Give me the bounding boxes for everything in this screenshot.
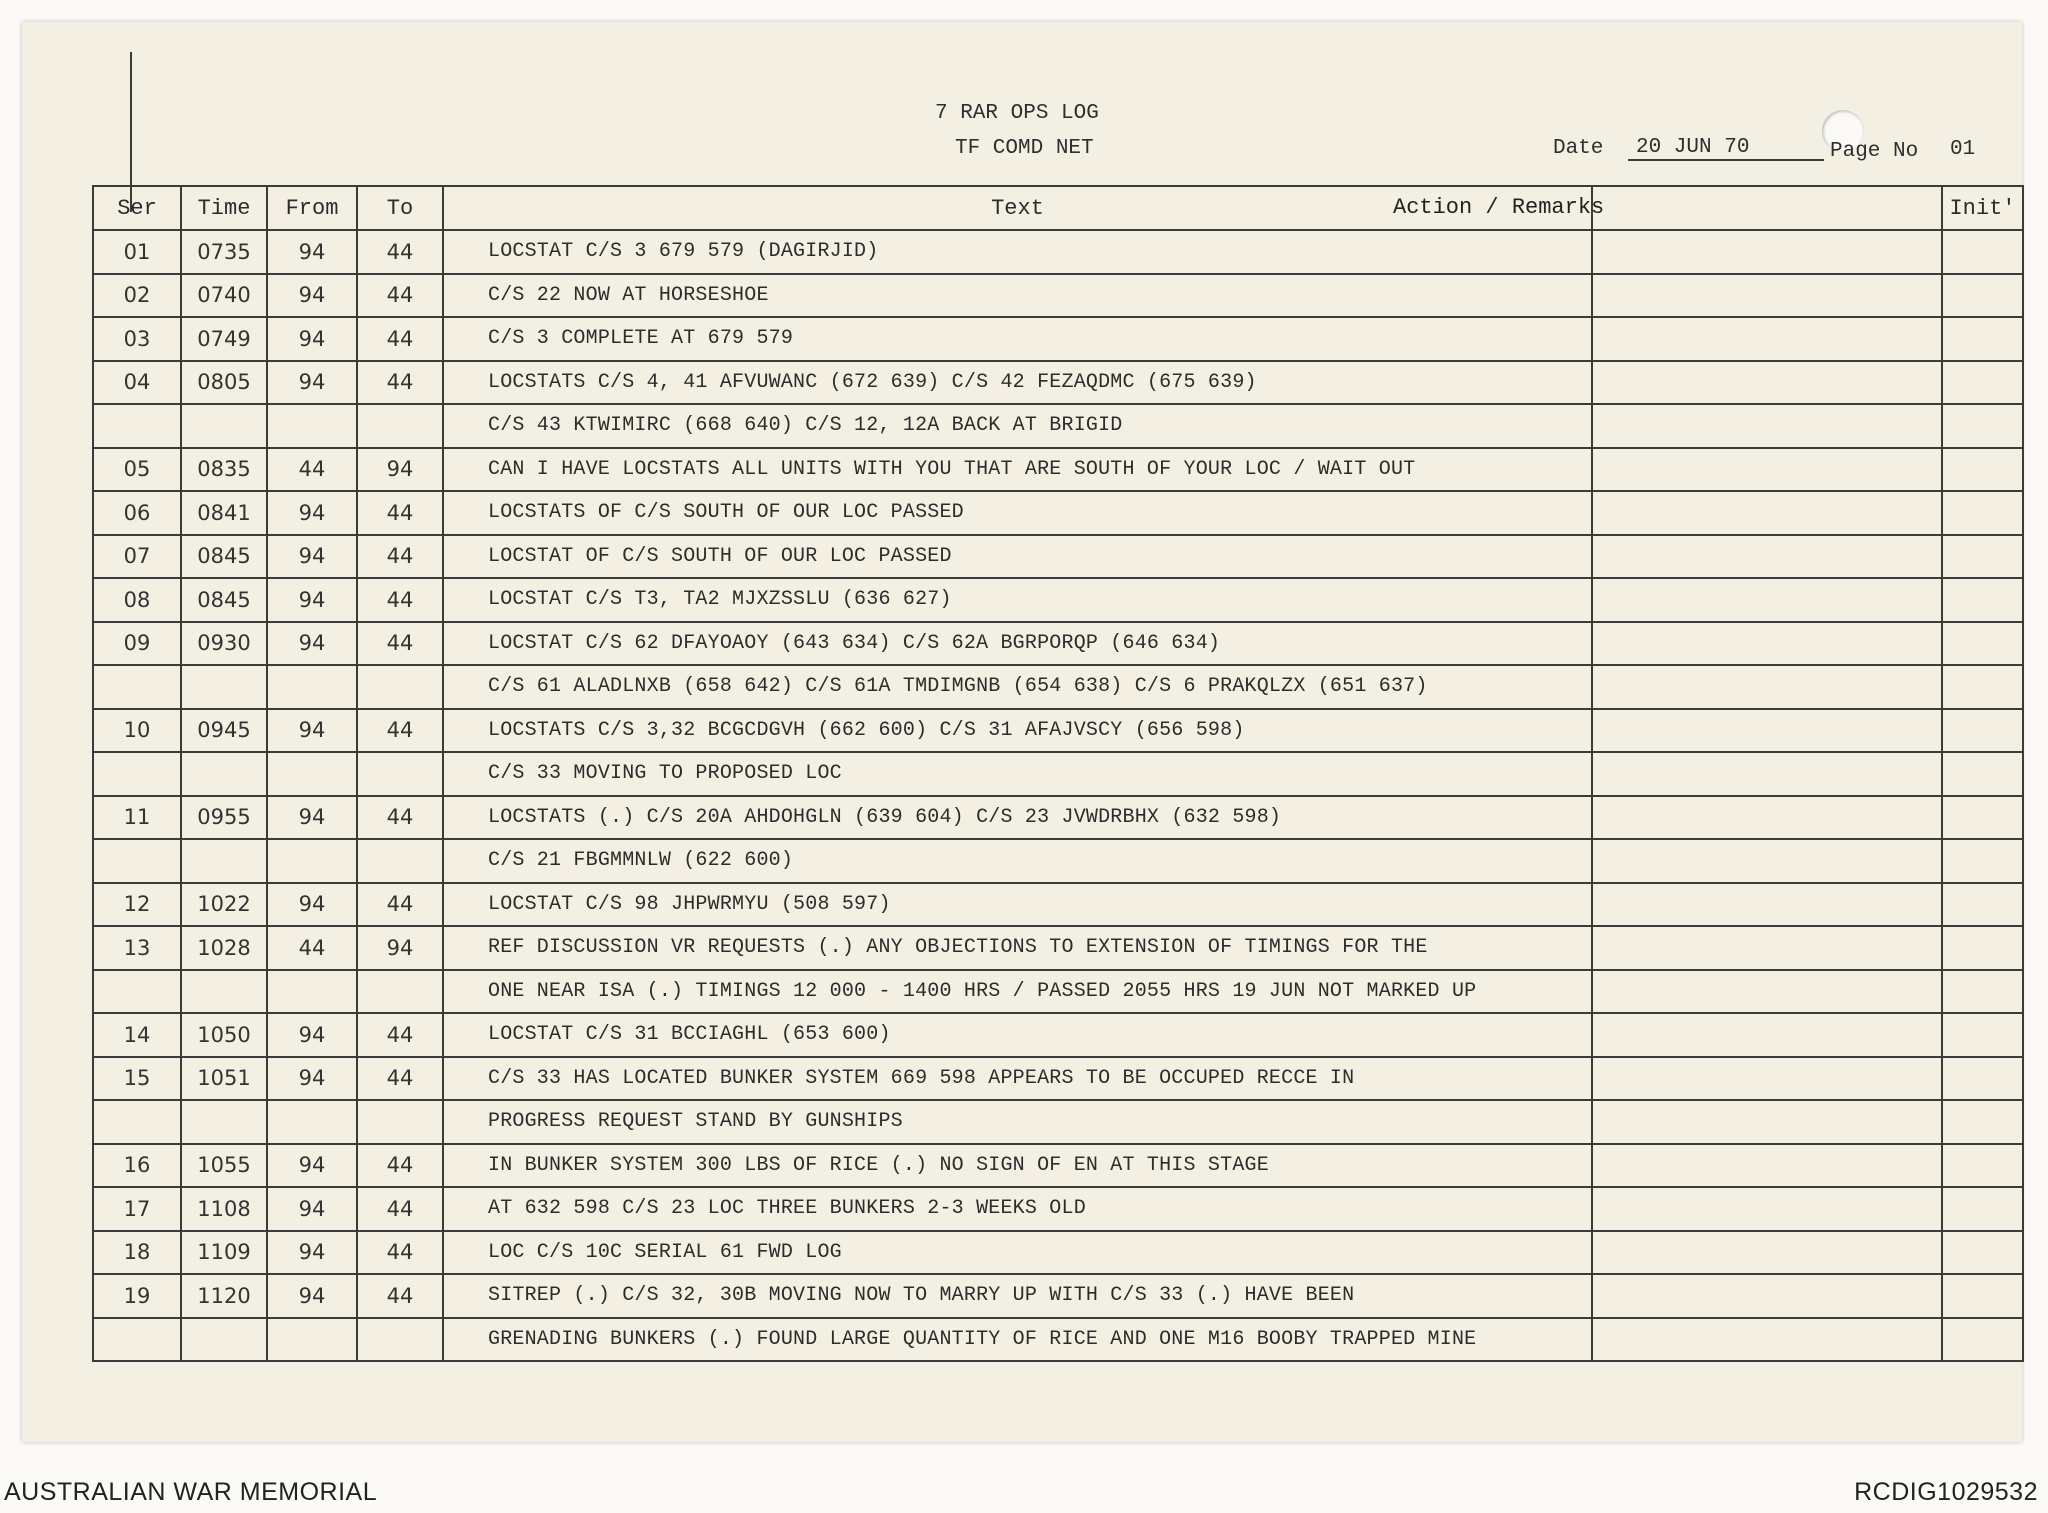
table-row [93,274,2023,318]
cell-init [1942,1013,2023,1057]
cell-time: 1055 [181,1144,267,1188]
date-label: Date [1553,137,1604,160]
table-row [93,1144,2023,1188]
cell-from: 94 [267,1231,357,1275]
cell-init [1942,404,2023,448]
cell-action-remarks [1592,665,1942,709]
cell-action-remarks [1592,404,1942,448]
cell-action-remarks [1592,839,1942,883]
cell-to: 44 [357,709,443,753]
col-header-time: Time [181,186,267,230]
cell-action-remarks [1592,1057,1942,1101]
table-row [93,361,2023,405]
cell-text: LOCSTATS C/S 3,32 BCGCDGVH (662 600) C/S 31 AFAJVSCY (656 598) [443,709,1592,753]
cell-init [1942,1318,2023,1362]
cell-action-remarks [1592,622,1942,666]
cell-to: 44 [357,1231,443,1275]
cell-time: 0749 [181,317,267,361]
cell-action-remarks [1592,361,1942,405]
cell-action-remarks [1592,1144,1942,1188]
cell-text: LOCSTAT C/S 31 BCCIAGHL (653 600) [443,1013,1592,1057]
table-row [93,665,2023,709]
cell-to: 44 [357,1274,443,1318]
cell-to: 94 [357,448,443,492]
cell-to: 44 [357,796,443,840]
table-row [93,1057,2023,1101]
col-header-action-remarks [1592,186,1942,230]
cell-action-remarks [1592,230,1942,274]
cell-ser [93,665,181,709]
cell-ser: 16 [93,1144,181,1188]
cell-from [267,1100,357,1144]
cell-from: 94 [267,274,357,318]
cell-text: PROGRESS REQUEST STAND BY GUNSHIPS [443,1100,1592,1144]
page-number-label: Page No [1830,140,1919,163]
cell-text: C/S 21 FBGMMNLW (622 600) [443,839,1592,883]
cell-ser: 13 [93,926,181,970]
cell-action-remarks [1592,1187,1942,1231]
table-row [93,926,2023,970]
cell-init [1942,230,2023,274]
page-number-value: 01 [1950,138,1976,161]
cell-ser: 03 [93,317,181,361]
col-header-to: To [357,186,443,230]
cell-action-remarks [1592,926,1942,970]
cell-from [267,665,357,709]
cell-text: LOCSTATS C/S 4, 41 AFVUWANC (672 639) C/S 42 FEZAQDMC (675 639) [443,361,1592,405]
cell-to: 44 [357,622,443,666]
cell-from: 94 [267,1057,357,1101]
cell-ser: 11 [93,796,181,840]
cell-init [1942,1100,2023,1144]
cell-action-remarks [1592,709,1942,753]
cell-from: 94 [267,317,357,361]
cell-init [1942,926,2023,970]
cell-from [267,752,357,796]
cell-ser [93,1318,181,1362]
cell-time: 0805 [181,361,267,405]
cell-to: 44 [357,317,443,361]
cell-text: LOCSTATS (.) C/S 20A AHDOHGLN (639 604) C/S 23 JVWDRBHX (632 598) [443,796,1592,840]
cell-text: C/S 33 HAS LOCATED BUNKER SYSTEM 669 598 APPEARS TO BE OCCUPED RECCE IN [443,1057,1592,1101]
cell-text: LOCSTAT C/S 98 JHPWRMYU (508 597) [443,883,1592,927]
cell-time: 0930 [181,622,267,666]
cell-time: 0835 [181,448,267,492]
table-row [93,404,2023,448]
cell-time [181,665,267,709]
cell-ser: 05 [93,448,181,492]
table-row [93,796,2023,840]
cell-time [181,404,267,448]
cell-from [267,970,357,1014]
cell-from [267,404,357,448]
cell-time: 1022 [181,883,267,927]
cell-ser: 17 [93,1187,181,1231]
cell-from: 94 [267,622,357,666]
cell-time: 1108 [181,1187,267,1231]
cell-time: 0955 [181,796,267,840]
cell-to [357,839,443,883]
cell-action-remarks [1592,448,1942,492]
cell-time [181,970,267,1014]
cell-time: 1109 [181,1231,267,1275]
cell-init [1942,274,2023,318]
table-row [93,230,2023,274]
cell-from: 94 [267,1274,357,1318]
cell-text: LOCSTAT OF C/S SOUTH OF OUR LOC PASSED [443,535,1592,579]
cell-init [1942,317,2023,361]
cell-init [1942,970,2023,1014]
cell-time: 0945 [181,709,267,753]
cell-ser: 15 [93,1057,181,1101]
cell-to: 94 [357,926,443,970]
table-row [93,535,2023,579]
cell-to [357,970,443,1014]
cell-ser: 01 [93,230,181,274]
cell-init [1942,578,2023,622]
cell-from: 44 [267,448,357,492]
cell-from: 94 [267,1013,357,1057]
table-row [93,578,2023,622]
table-row [93,1013,2023,1057]
cell-to: 44 [357,361,443,405]
cell-action-remarks [1592,317,1942,361]
table-row [93,1100,2023,1144]
cell-text: C/S 33 MOVING TO PROPOSED LOC [443,752,1592,796]
cell-ser [93,839,181,883]
cell-from: 94 [267,1144,357,1188]
table-header-row [93,186,2023,230]
cell-init [1942,1187,2023,1231]
cell-action-remarks [1592,1100,1942,1144]
cell-ser: 04 [93,361,181,405]
cell-from: 94 [267,1187,357,1231]
cell-to: 44 [357,274,443,318]
cell-init [1942,752,2023,796]
cell-time: 1051 [181,1057,267,1101]
table-row [93,1187,2023,1231]
cell-init [1942,361,2023,405]
cell-time: 1028 [181,926,267,970]
cell-action-remarks [1592,970,1942,1014]
cell-ser: 18 [93,1231,181,1275]
cell-time [181,752,267,796]
cell-to [357,1318,443,1362]
cell-ser: 09 [93,622,181,666]
archive-reference: RCDIG1029532 [1854,1478,2038,1506]
cell-init [1942,535,2023,579]
cell-init [1942,883,2023,927]
cell-to: 44 [357,1013,443,1057]
cell-time: 0740 [181,274,267,318]
cell-to: 44 [357,491,443,535]
cell-ser: 06 [93,491,181,535]
cell-text: AT 632 598 C/S 23 LOC THREE BUNKERS 2-3 WEEKS OLD [443,1187,1592,1231]
cell-text: ONE NEAR ISA (.) TIMINGS 12 000 - 1400 HRS / PASSED 2055 HRS 19 JUN NOT MARKED UP [443,970,1592,1014]
cell-from [267,1318,357,1362]
cell-action-remarks [1592,274,1942,318]
log-title: 7 RAR OPS LOG [935,102,1099,125]
cell-init [1942,448,2023,492]
cell-to: 44 [357,1144,443,1188]
cell-ser: 10 [93,709,181,753]
cell-from: 94 [267,578,357,622]
cell-action-remarks [1592,883,1942,927]
cell-init [1942,1057,2023,1101]
cell-text: C/S 61 ALADLNXB (658 642) C/S 61A TMDIMGNB (654 638) C/S 6 PRAKQLZX (651 637) [443,665,1592,709]
cell-text: IN BUNKER SYSTEM 300 LBS OF RICE (.) NO SIGN OF EN AT THIS STAGE [443,1144,1592,1188]
cell-time: 0845 [181,578,267,622]
cell-ser: 19 [93,1274,181,1318]
col-header-from: From [267,186,357,230]
cell-init [1942,796,2023,840]
cell-to [357,1100,443,1144]
cell-text: LOCSTATS OF C/S SOUTH OF OUR LOC PASSED [443,491,1592,535]
cell-ser: 08 [93,578,181,622]
cell-from: 94 [267,230,357,274]
cell-text: LOC C/S 10C SERIAL 61 FWD LOG [443,1231,1592,1275]
cell-text: CAN I HAVE LOCSTATS ALL UNITS WITH YOU THAT ARE SOUTH OF YOUR LOC / WAIT OUT [443,448,1592,492]
table-row [93,317,2023,361]
archive-credit: AUSTRALIAN WAR MEMORIAL [4,1478,378,1506]
cell-init [1942,491,2023,535]
date-value: 20 JUN 70 [1628,136,1824,161]
cell-action-remarks [1592,1231,1942,1275]
table-row [93,970,2023,1014]
cell-action-remarks [1592,535,1942,579]
cell-time: 1050 [181,1013,267,1057]
cell-to: 44 [357,1057,443,1101]
table-row [93,1231,2023,1275]
cell-action-remarks [1592,1274,1942,1318]
cell-text: SITREP (.) C/S 32, 30B MOVING NOW TO MARRY UP WITH C/S 33 (.) HAVE BEEN [443,1274,1592,1318]
cell-from: 94 [267,361,357,405]
cell-ser [93,1100,181,1144]
cell-text: REF DISCUSSION VR REQUESTS (.) ANY OBJECTIONS TO EXTENSION OF TIMINGS FOR THE [443,926,1592,970]
cell-init [1942,709,2023,753]
cell-action-remarks [1592,578,1942,622]
cell-to [357,404,443,448]
table-row [93,1318,2023,1362]
cell-init [1942,665,2023,709]
cell-init [1942,1231,2023,1275]
table-row [93,491,2023,535]
table-row [93,709,2023,753]
cell-from: 94 [267,883,357,927]
cell-action-remarks [1592,491,1942,535]
cell-to [357,752,443,796]
log-subtitle: TF COMD NET [955,137,1094,160]
cell-action-remarks [1592,1013,1942,1057]
cell-to: 44 [357,1187,443,1231]
action-remarks-heading: Action / Remarks [1393,195,1605,220]
cell-init [1942,622,2023,666]
cell-from: 94 [267,709,357,753]
table-row [93,622,2023,666]
cell-init [1942,1144,2023,1188]
cell-to: 44 [357,883,443,927]
cell-action-remarks [1592,796,1942,840]
cell-text: LOCSTAT C/S 62 DFAYOAOY (643 634) C/S 62A BGRPORQP (646 634) [443,622,1592,666]
col-header-ser: Ser [93,186,181,230]
ops-log-table [92,185,2024,1362]
cell-from: 94 [267,535,357,579]
cell-ser: 14 [93,1013,181,1057]
cell-to: 44 [357,230,443,274]
cell-time [181,839,267,883]
cell-text: LOCSTAT C/S T3, TA2 MJXZSSLU (636 627) [443,578,1592,622]
cell-ser [93,752,181,796]
cell-ser: 07 [93,535,181,579]
cell-text: LOCSTAT C/S 3 679 579 (DAGIRJID) [443,230,1592,274]
cell-ser: 12 [93,883,181,927]
cell-from [267,839,357,883]
cell-time: 0845 [181,535,267,579]
cell-to: 44 [357,535,443,579]
cell-text: C/S 3 COMPLETE AT 679 579 [443,317,1592,361]
cell-from: 94 [267,491,357,535]
ops-log-body [93,230,2023,1361]
col-header-text: Text [443,186,1592,230]
cell-init [1942,839,2023,883]
table-row [93,1274,2023,1318]
table-row [93,839,2023,883]
cell-time [181,1100,267,1144]
cell-text: C/S 22 NOW AT HORSESHOE [443,274,1592,318]
cell-to: 44 [357,578,443,622]
cell-text: GRENADING BUNKERS (.) FOUND LARGE QUANTITY OF RICE AND ONE M16 BOOBY TRAPPED MINE [443,1318,1592,1362]
cell-time [181,1318,267,1362]
cell-to [357,665,443,709]
cell-init [1942,1274,2023,1318]
cell-ser [93,404,181,448]
cell-from: 44 [267,926,357,970]
cell-ser [93,970,181,1014]
cell-time: 1120 [181,1274,267,1318]
cell-action-remarks [1592,1318,1942,1362]
cell-from: 94 [267,796,357,840]
cell-action-remarks [1592,752,1942,796]
cell-time: 0841 [181,491,267,535]
cell-text: C/S 43 KTWIMIRC (668 640) C/S 12, 12A BACK AT BRIGID [443,404,1592,448]
cell-time: 0735 [181,230,267,274]
table-row [93,448,2023,492]
col-header-init: Init' [1942,186,2023,230]
cell-ser: 02 [93,274,181,318]
table-row [93,883,2023,927]
table-row [93,752,2023,796]
